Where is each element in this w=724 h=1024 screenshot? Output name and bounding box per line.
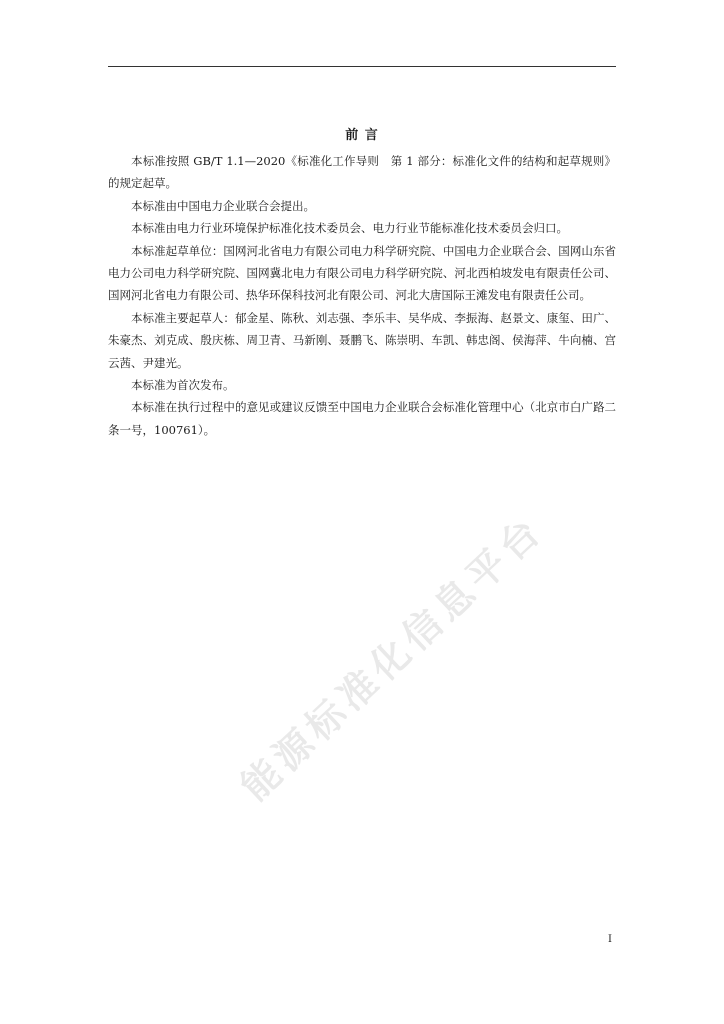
paragraph-drafters: 本标准主要起草人：郁金星、陈秋、刘志强、李乐丰、吴华成、李振海、赵景文、康玺、田广、朱豪杰、刘克成、殷庆栋、周卫青、马新刚、聂鹏飞、陈崇明、车凯、韩忠阁、侯海萍、牛向楠、宫云茜、尹建光。 <box>108 310 616 370</box>
paragraph-drafting-units: 本标准起草单位：国网河北省电力有限公司电力科学研究院、中国电力企业联合会、国网山东省电力公司电力科学研究院、国网冀北电力有限公司电力科学研究院、河北西柏坡发电有限责任公司、国网河北省电力有限公司、热华环保科技河北有限公司、河北大唐国际王滩发电有限责任公司。 <box>108 243 616 303</box>
page-number: I <box>608 934 612 945</box>
watermark-text: 能源标准化信息平台 <box>232 506 553 810</box>
paragraph-first-release: 本标准为首次发布。 <box>131 378 235 393</box>
foreword-body <box>108 150 616 441</box>
foreword-title: 前 言 <box>345 128 379 143</box>
paragraph-committee: 本标准由电力行业环境保护标准化技术委员会、电力行业节能标准化技术委员会归口。 <box>131 221 568 236</box>
paragraph-feedback: 本标准在执行过程中的意见或建议反馈至中国电力企业联合会标准化管理中心（北京市白广路二条一号，100761）。 <box>108 400 616 437</box>
paragraph-proposer: 本标准由中国电力企业联合会提出。 <box>131 198 315 213</box>
paragraph-drafting-rules: 本标准按照 GB/T 1.1—2020《标准化工作导则 第 1 部分：标准化文件的结构和起草规则》的规定起草。 <box>108 154 616 191</box>
header-rule <box>108 66 616 67</box>
